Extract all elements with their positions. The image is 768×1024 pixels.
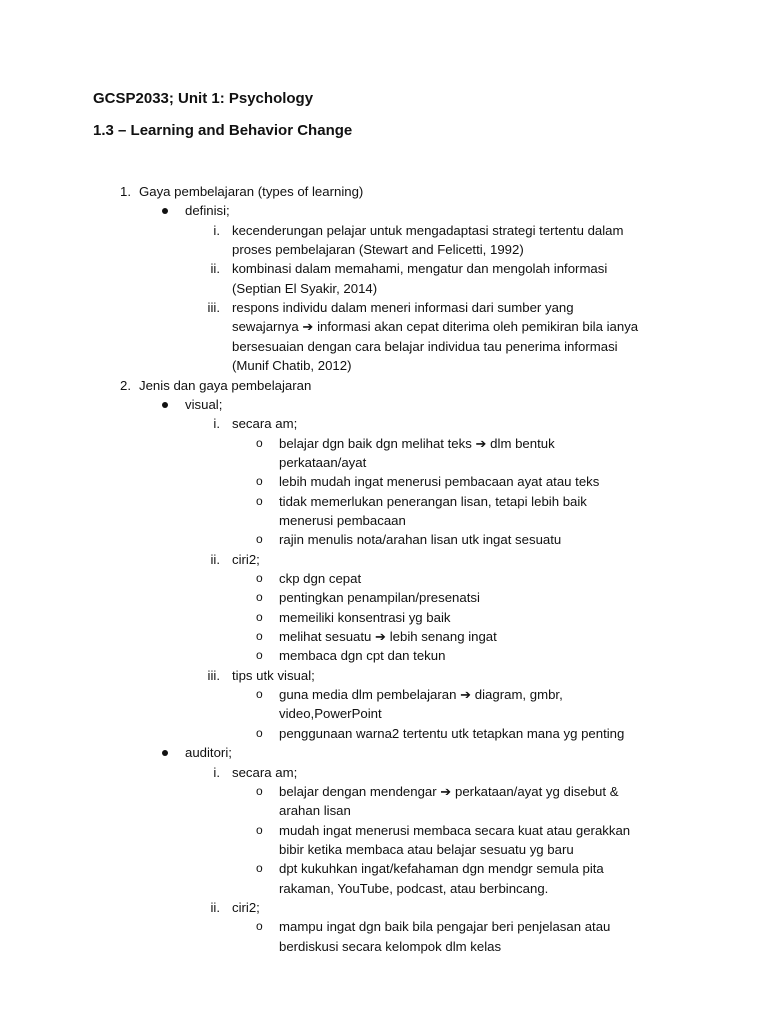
point-line: ckp dgn cepat	[279, 571, 362, 586]
roman-marker: ii.	[210, 551, 220, 567]
point-line: menerusi pembacaan	[279, 512, 406, 528]
bullet-label: visual;	[185, 396, 223, 412]
subsection-label: ciri2;	[232, 899, 260, 915]
section-title: Jenis dan gaya pembelajaran	[139, 377, 312, 393]
definition-line: (Munif Chatib, 2012)	[232, 358, 352, 374]
bullet-label: auditori;	[185, 745, 232, 761]
definition-line: kecenderungan pelajar untuk mengadaptasi strategi tertentu dalam	[232, 222, 624, 238]
point-line: dpt kukuhkan ingat/kefahaman dgn mendgr semula pita	[279, 861, 604, 877]
definition-line: kombinasi dalam memahami, mengatur dan mengolah informasi	[232, 261, 608, 277]
point-line: belajar dengan mendengar ➔ perkataan/ayat yg disebut &	[279, 783, 619, 799]
roman-marker: i.	[213, 416, 220, 432]
roman-marker: i.	[213, 222, 220, 238]
point-line: perkataan/ayat	[279, 454, 367, 470]
point-line: memeiliki konsentrasi yg baik	[279, 609, 451, 625]
circle-bullet: o	[256, 783, 263, 798]
point-line: mampu ingat dgn baik bila pengajar beri penjelasan atau	[279, 919, 611, 935]
roman-marker: iii.	[207, 300, 220, 316]
circle-bullet: o	[256, 609, 263, 624]
course-title: GCSP2033; Unit 1: Psychology	[93, 90, 314, 107]
circle-bullet: o	[256, 648, 263, 663]
roman-marker: ii.	[210, 261, 220, 277]
circle-bullet: o	[256, 687, 263, 702]
point-line: video,PowerPoint	[279, 706, 382, 722]
roman-marker: iii.	[207, 667, 220, 683]
subsection-label: secara am;	[232, 764, 298, 780]
circle-bullet: o	[256, 822, 263, 837]
point-line: tidak memerlukan penerangan lisan, tetapi lebih baik	[279, 493, 587, 509]
bullet-dot	[162, 750, 168, 756]
subsection-label: ciri2;	[232, 551, 260, 567]
circle-bullet: o	[256, 590, 263, 605]
subsection-label: tips utk visual;	[232, 667, 315, 683]
circle-bullet: o	[256, 629, 263, 644]
point-line: mudah ingat menerusi membaca secara kuat atau gerakkan	[279, 822, 631, 838]
point-line: rajin menulis nota/arahan lisan utk ingat sesuatu	[279, 532, 562, 548]
definition-line: bersesuaian dengan cara belajar individua tau penerima informasi	[232, 338, 618, 354]
circle-bullet: o	[256, 861, 263, 876]
bullet-dot	[162, 208, 168, 214]
point-line: guna media dlm pembelajaran ➔ diagram, gmbr,	[279, 687, 563, 703]
circle-bullet: o	[256, 493, 263, 508]
point-line: melihat sesuatu ➔ lebih senang ingat	[279, 629, 497, 645]
point-line: membaca dgn cpt dan tekun	[279, 648, 446, 664]
bullet-label: definisi;	[185, 203, 230, 219]
point-line: bibir ketika membaca atau belajar sesuatu yg baru	[279, 841, 574, 857]
definition-line: proses pembelajaran (Stewart and Felicetti, 1992)	[232, 242, 524, 258]
section-number: 1.	[120, 184, 131, 199]
roman-marker: ii.	[210, 899, 220, 915]
bullet-dot	[162, 402, 168, 408]
point-line: pentingkan penampilan/presenatsi	[279, 590, 480, 606]
circle-bullet: o	[256, 571, 263, 585]
definition-line: respons individu dalam meneri informasi dari sumber yang	[232, 300, 574, 316]
circle-bullet: o	[256, 919, 263, 934]
section-title: Gaya pembelajaran (types of learning)	[139, 184, 364, 199]
point-line: penggunaan warna2 tertentu utk tetapkan mana yg penting	[279, 725, 625, 741]
section-number: 2.	[120, 377, 131, 393]
circle-bullet: o	[256, 474, 263, 489]
point-line: lebih mudah ingat menerusi pembacaan ayat atau teks	[279, 474, 600, 490]
roman-marker: i.	[213, 764, 220, 780]
topic-title: 1.3 – Learning and Behavior Change	[93, 122, 353, 139]
circle-bullet: o	[256, 532, 263, 547]
point-line: rakaman, YouTube, podcast, atau berbincang.	[279, 880, 549, 896]
point-line: arahan lisan	[279, 803, 351, 819]
definition-line: sewajarnya ➔ informasi akan cepat diterima oleh pemikiran bila ianya	[232, 319, 639, 335]
point-line: berdiskusi secara kelompok dlm kelas	[279, 938, 502, 954]
definition-line: (Septian El Syakir, 2014)	[232, 280, 378, 296]
subsection-label: secara am;	[232, 416, 298, 432]
circle-bullet: o	[256, 435, 263, 450]
point-line: belajar dgn baik dgn melihat teks ➔ dlm bentuk	[279, 435, 555, 451]
circle-bullet: o	[256, 725, 263, 740]
